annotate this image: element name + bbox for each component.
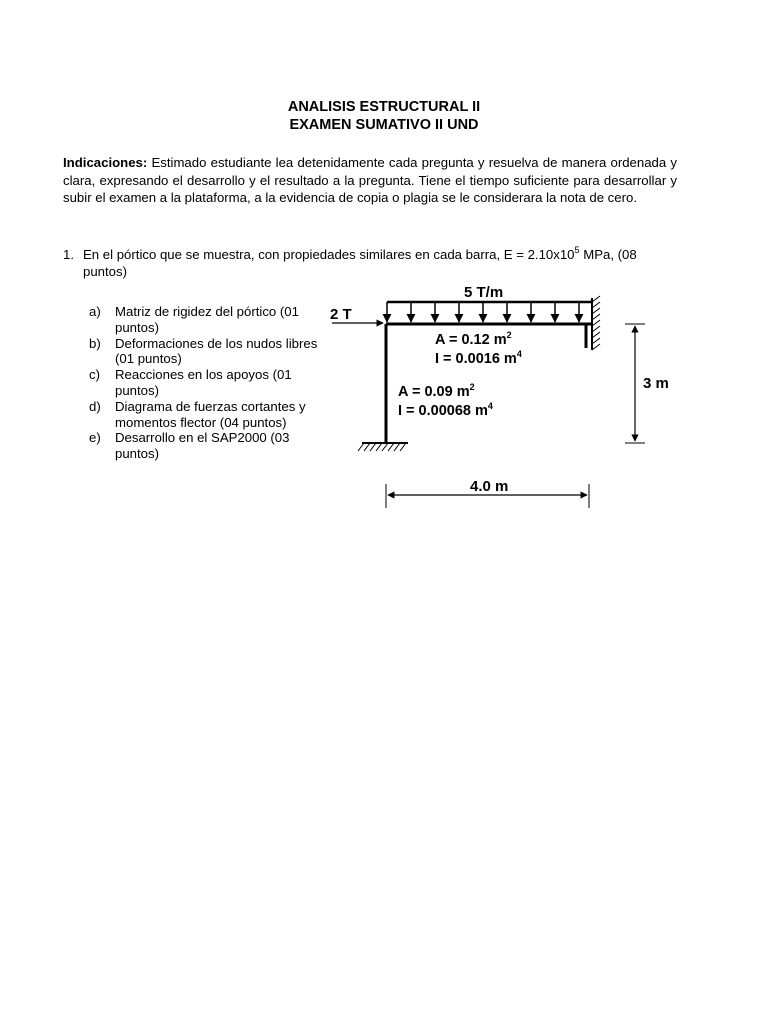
list-item [89,430,329,462]
question-items-list [89,304,329,462]
list-item [89,399,329,431]
exam-title-line2: EXAMEN SUMATIVO II UND [289,117,479,133]
item-label: e) [89,430,101,446]
list-item [89,304,329,336]
distributed-load [387,302,592,322]
item-label: c) [89,367,100,383]
column-inertia-label: I = 0.00068 $m^4$ [398,401,493,419]
item-label: a) [89,304,101,319]
point-load-label: 2 T [330,306,352,323]
item-text: Desarrollo en el SAP2000 (03 puntos) [115,430,290,462]
beam-inertia-label: I = 0.0016 $m^4$ [435,349,522,367]
item-text: Diagrama de fuerzas cortantes y momentos flector (04 puntos) [115,398,306,430]
question-text-tail: MPa, (08 puntos) [83,247,637,279]
item-text: Matriz de rigidez del pórtico (01 puntos) [115,304,299,335]
item-text: Deformaciones de los nudos libres (01 puntos) [115,335,318,367]
beam-area-label: A = 0.12 $m^2$ [435,330,512,348]
question-number: 1. [63,247,74,262]
span-label: 4.0 m [470,478,509,495]
list-item [89,367,329,399]
item-text: Reacciones en los apoyos (01 puntos) [115,367,292,398]
item-label: b) [89,335,101,351]
height-label: 3 m [643,375,669,392]
frame-diagram [320,278,690,518]
instructions-paragraph [63,154,677,207]
question-text-main: En el pórtico que se muestra, con propiedades similares en cada barra, E = 2.10x10 [83,247,575,262]
item-label: d) [89,398,101,414]
exam-title-line1: ANALISIS ESTRUCTURAL II [287,99,481,115]
list-item [89,336,329,368]
fixed-support-right-icon [592,296,600,350]
distributed-load-label: 5 T/m [464,284,504,301]
column-area-label: A = 0.09 $m^2$ [398,382,475,400]
instructions-label: Indicaciones: [63,155,148,170]
fixed-support-bottom-icon [358,443,408,451]
question-text [83,246,683,280]
instructions-text: Estimado estudiante lea detenidamente cada pregunta y resuelva de manera ordenada y clara, expresando el desarrollo y el resultado a la pregunta. Tiene el tiempo suficiente para desarrollar y subir el examen a la plataforma, a la evidencia de copia o plagia se le considerara la nota de cero. [63,155,677,206]
height-dimension [625,324,645,443]
question-exponent: 5 [574,244,580,255]
